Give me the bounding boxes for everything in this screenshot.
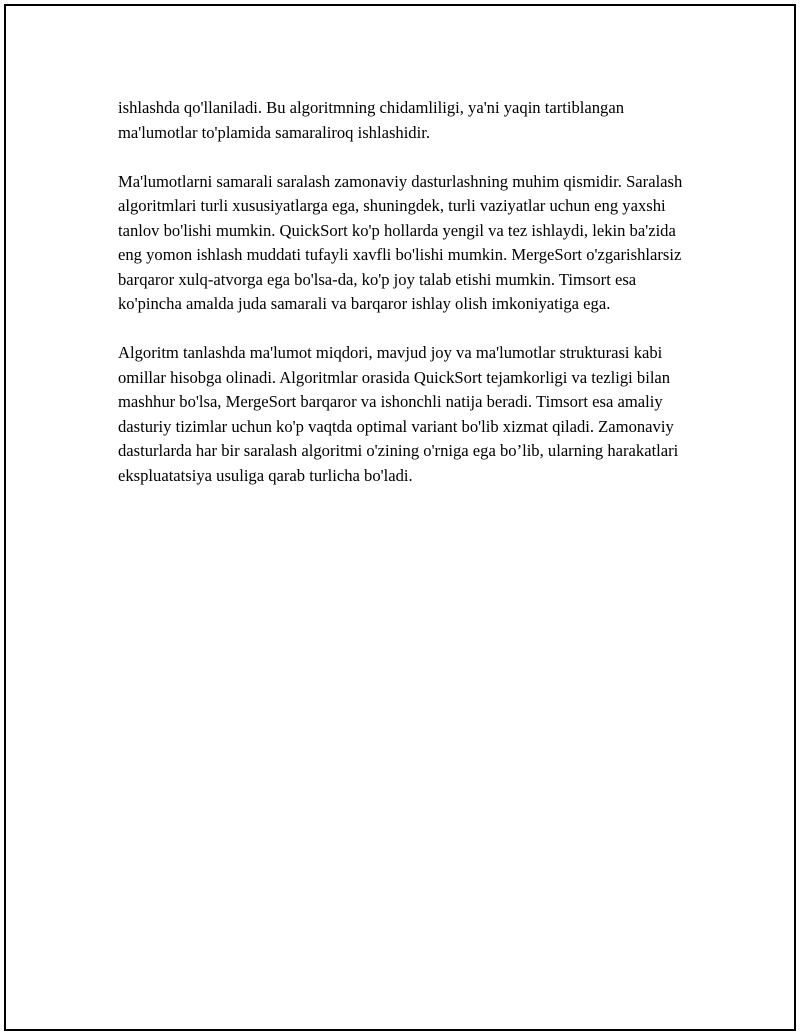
document-page <box>4 4 796 1031</box>
paragraph: Algoritm tanlashda ma'lumot miqdori, mavjud joy va ma'lumotlar strukturasi kabi omillar hisobga olinadi. Algoritmlar orasida QuickSort tejamkorligi va tezligi bilan mashhur bo'lsa, MergeSort barqaror va ishonchli natija beradi. Timsort esa amaliy dasturiy tizimlar uchun ko'p vaqtda optimal variant bo'lib xizmat qiladi. Zamonaviy dasturlarda har bir saralash algoritmi o'zining o'rniga ega bo’lib, ularning harakatlari ekspluatatsiya usuliga qarab turlicha bo'ladi. <box>118 343 679 485</box>
paragraph: ishlashda qo'llaniladi. Bu algoritmning chidamliligi, ya'ni yaqin tartiblangan ma'lumotlar to'plamida samaraliroq ishlashidir. <box>118 98 625 142</box>
page-body <box>118 96 698 513</box>
paragraph: Ma'lumotlarni samarali saralash zamonaviy dasturlashning muhim qismidir. Saralash algoritmlari turli xususiyatlarga ega, shuningdek, turli vaziyatlar uchun eng yaxshi tanlov bo'lishi mumkin. QuickSort ko'p hollarda yengil va tez ishlaydi, lekin ba'zida eng yomon ishlash muddati tufayli xavfli bo'lishi mumkin. MergeSort o'zgarishlarsiz barqaror xulq-atvorga ega bo'lsa-da, ko'p joy talab etishi mumkin. Timsort esa ko'pincha amalda juda samarali va barqaror ishlay olish imkoniyatiga ega. <box>118 171 683 313</box>
